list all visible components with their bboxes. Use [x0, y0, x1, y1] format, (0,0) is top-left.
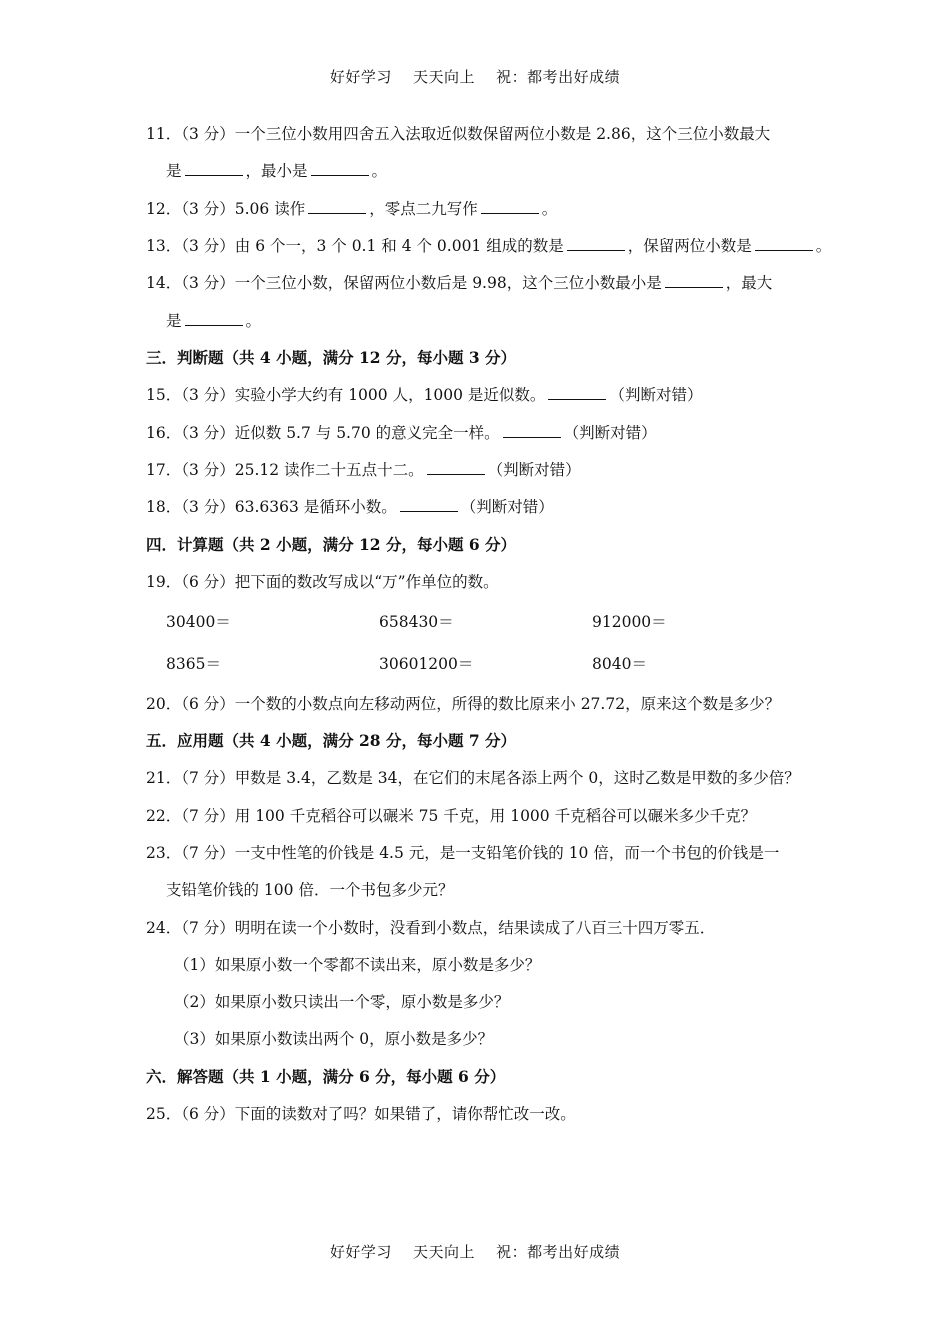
conversion-item: 8365＝ — [166, 655, 221, 673]
conversion-item: 8040＝ — [592, 655, 647, 673]
question-12-text-2: ，零点二九写作 — [369, 200, 478, 218]
question-14-text-2: ，最大 — [725, 274, 773, 292]
conversion-item: 658430＝ — [379, 613, 454, 631]
section-heading-judgement: 三．判断题（共 4 小题，满分 12 分，每小题 3 分） — [146, 348, 517, 367]
answer-blank[interactable] — [400, 497, 458, 512]
question-22: 22．（7 分）用 100 千克稻谷可以碾米 75 千克，用 1000 千克稻谷可以碾米多少千克？ — [146, 807, 757, 825]
question-19: 19．（6 分）把下面的数改写成以“万”作单位的数。 — [146, 573, 499, 591]
question-14-text: 14．（3 分）一个三位小数，保留两位小数后是 9.98，这个三位小数最小是 — [146, 274, 662, 292]
punctuation: 。 — [541, 200, 558, 218]
answer-blank[interactable] — [567, 236, 625, 251]
question-25: 25．（6 分）下面的读数对了吗？如果错了，请你帮忙改一改。 — [146, 1105, 576, 1123]
question-15-text: 15．（3 分）实验小学大约有 1000 人，1000 是近似数。 — [146, 386, 546, 404]
answer-blank[interactable] — [755, 236, 813, 251]
question-14-continued — [166, 311, 261, 331]
question-17-text: 17．（3 分）25.12 读作二十五点十二。 — [146, 461, 424, 479]
section-heading-application: 五．应用题（共 4 小题，满分 28 分，每小题 7 分） — [146, 731, 517, 750]
question-24-part-1: （1）如果原小数一个零都不读出来，原小数是多少？ — [174, 956, 541, 974]
conversion-item: 30400＝ — [166, 613, 231, 631]
question-24-part-3: （3）如果原小数读出两个 0，原小数是多少？ — [174, 1030, 494, 1048]
judge-hint: （判断对错） — [609, 386, 703, 404]
judge-hint: （判断对错） — [460, 498, 554, 516]
conversion-item: 30601200＝ — [379, 655, 474, 673]
section-heading-calculation: 四．计算题（共 2 小题，满分 12 分，每小题 6 分） — [146, 535, 517, 554]
question-17 — [146, 460, 581, 480]
question-23-continued: 支铅笔价钱的 100 倍．一个书包多少元？ — [166, 881, 454, 899]
question-12 — [146, 199, 557, 219]
answer-blank[interactable] — [311, 161, 369, 176]
answer-blank[interactable] — [308, 199, 366, 214]
question-24-part-2: （2）如果原小数只读出一个零，原小数是多少？ — [174, 993, 510, 1011]
question-13 — [146, 236, 831, 256]
question-18-text: 18．（3 分）63.6363 是循环小数。 — [146, 498, 397, 516]
punctuation: 。 — [815, 237, 832, 255]
question-11-text: 11．（3 分）一个三位小数用四舍五入法取近似数保留两位小数是 2.86，这个三位小数最大 — [146, 125, 771, 143]
answer-blank[interactable] — [185, 161, 243, 176]
answer-blank[interactable] — [503, 423, 561, 438]
question-14 — [146, 273, 772, 293]
question-13-text-2: ，保留两位小数是 — [627, 237, 752, 255]
answer-blank[interactable] — [665, 273, 723, 288]
question-18 — [146, 497, 554, 517]
question-21: 21．（7 分）甲数是 3.4，乙数是 34，在它们的末尾各添上两个 0，这时乙数是甲数的多少倍？ — [146, 769, 800, 787]
question-16-text: 16．（3 分）近似数 5.7 与 5.70 的意义完全一样。 — [146, 424, 500, 442]
question-15 — [146, 385, 702, 405]
judge-hint: （判断对错） — [563, 424, 657, 442]
question-11-label-max: 是 — [166, 162, 182, 180]
page-header: 好好学习 天天向上 祝：都考出好成绩 — [329, 68, 621, 86]
question-24: 24．（7 分）明明在读一个小数时，没看到小数点，结果读成了八百三十四万零五． — [146, 919, 716, 937]
answer-blank[interactable] — [427, 460, 485, 475]
question-11-label-min: ，最小是 — [245, 162, 308, 180]
answer-blank[interactable] — [481, 199, 539, 214]
question-23: 23．（7 分）一支中性笔的价钱是 4.5 元，是一支铅笔价钱的 10 倍，而一个书包的价钱是一 — [146, 844, 780, 862]
answer-blank[interactable] — [548, 385, 606, 400]
question-20: 20．（6 分）一个数的小数点向左移动两位，所得的数比原来小 27.72，原来这个数是多少？ — [146, 695, 781, 713]
conversion-item: 912000＝ — [592, 613, 667, 631]
page-footer: 好好学习 天天向上 祝：都考出好成绩 — [329, 1243, 621, 1261]
question-14-label: 是 — [166, 312, 182, 330]
question-11-continued — [166, 161, 387, 181]
question-12-text: 12．（3 分）5.06 读作 — [146, 200, 306, 218]
punctuation: 。 — [245, 312, 262, 330]
answer-blank[interactable] — [185, 311, 243, 326]
judge-hint: （判断对错） — [487, 461, 581, 479]
section-heading-answer: 六．解答题（共 1 小题，满分 6 分，每小题 6 分） — [146, 1067, 506, 1086]
question-11 — [146, 124, 770, 144]
punctuation: 。 — [371, 162, 388, 180]
question-16 — [146, 423, 657, 443]
question-13-text: 13．（3 分）由 6 个一，3 个 0.1 和 4 个 0.001 组成的数是 — [146, 237, 564, 255]
